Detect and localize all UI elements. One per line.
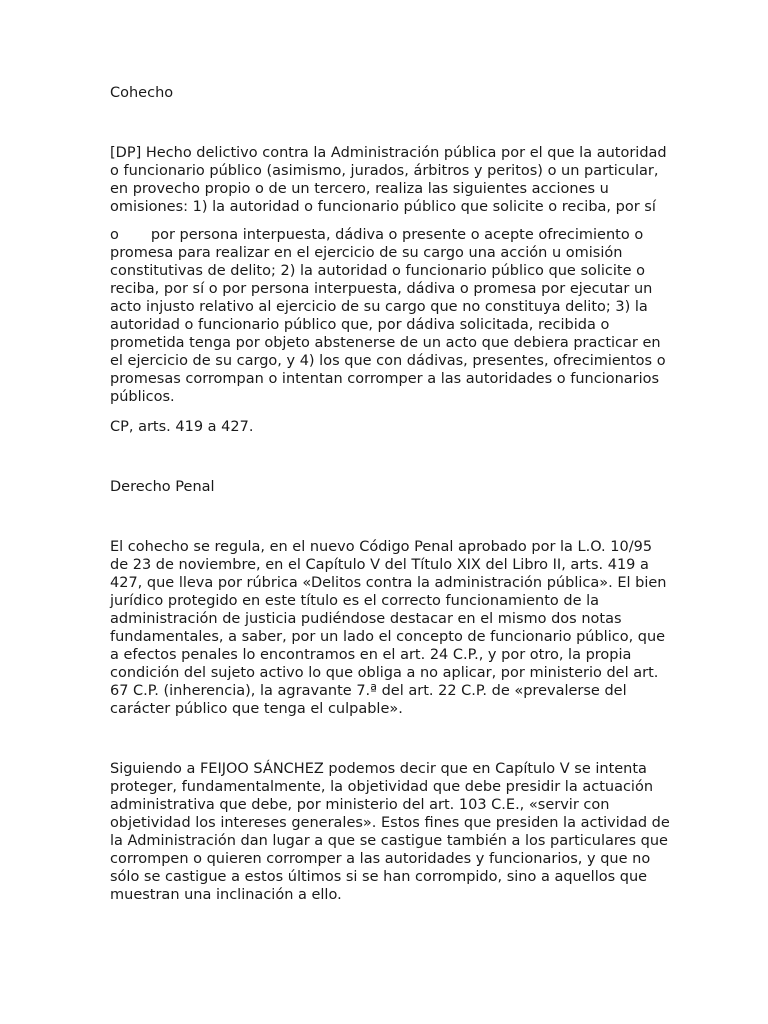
paragraph-line: omisiones: 1) la autoridad o funcionario público que solicite o reciba, por sí — [110, 199, 656, 215]
paragraph-line: promesas corrompan o intentan corromper a las autoridades o funcionarios — [110, 371, 660, 387]
paragraph-line: El cohecho se regula, en el nuevo Código Penal aprobado por la L.O. 10/95 — [110, 539, 653, 555]
legal-reference: CP, arts. 419 a 427. — [110, 419, 254, 435]
paragraph-line: sólo se castigue a estos últimos si se han corrompido, sino a aquellos que — [110, 869, 648, 885]
paragraph-line: fundamentales, a saber, por un lado el concepto de funcionario público, que — [110, 629, 666, 645]
paragraph-line: promesa para realizar en el ejercicio de su cargo una acción u omisión — [110, 245, 623, 261]
paragraph-line: muestran una inclinación a ello. — [110, 887, 342, 903]
paragraph-line: proteger, fundamentalmente, la objetividad que debe presidir la actuación — [110, 779, 654, 795]
definition-continuation-paragraph — [110, 226, 670, 406]
paragraph-line: carácter público que tenga el culpable». — [110, 701, 403, 717]
paragraph-line: a efectos penales lo encontramos en el art. 24 C.P., y por otro, la propia — [110, 647, 632, 663]
paragraph-line: públicos. — [110, 389, 175, 405]
paragraph-line: objetividad los intereses generales». Estos fines que presiden la actividad de — [110, 815, 670, 831]
paragraph-line: en provecho propio o de un tercero, realiza las siguientes acciones u — [110, 181, 609, 197]
paragraph-line: autoridad o funcionario público que, por dádiva solicitada, recibida o — [110, 317, 610, 333]
paragraph-line: reciba, por sí o por persona interpuesta, dádiva o promesa por ejecutar un — [110, 281, 653, 297]
paragraph-line: administrativa que debe, por ministerio del art. 103 C.E., «servir con — [110, 797, 610, 813]
paragraph-line: acto injusto relativo al ejercicio de su cargo que no constituya delito; 3) la — [110, 299, 648, 315]
document-page — [110, 84, 670, 904]
paragraph-line: 67 C.P. (inherencia), la agravante 7.ª del art. 22 C.P. de «prevalerse del — [110, 683, 627, 699]
paragraph-line: [DP] Hecho delictivo contra la Administración pública por el que la autoridad — [110, 145, 667, 161]
paragraph-line: el ejercicio de su cargo, y 4) los que con dádivas, presentes, ofrecimientos o — [110, 353, 666, 369]
doctrine-paragraph — [110, 760, 670, 904]
section-heading: Derecho Penal — [110, 479, 215, 495]
paragraph-line: administración de justicia pudiéndose destacar en el mismo dos notas — [110, 611, 622, 627]
regulation-paragraph — [110, 538, 670, 718]
paragraph-first-rest: por persona interpuesta, dádiva o presente o acepte ofrecimiento o — [150, 227, 644, 243]
paragraph-line: de 23 de noviembre, en el Capítulo V del Título XIX del Libro II, arts. 419 a — [110, 557, 649, 573]
paragraph-line: Siguiendo a FEIJOO SÁNCHEZ podemos decir que en Capítulo V se intenta — [110, 761, 647, 777]
paragraph-first-word: o — [110, 227, 119, 243]
paragraph-line: jurídico protegido en este título es el correcto funcionamiento de la — [110, 593, 600, 609]
paragraph-line: corrompen o quieren corromper a las autoridades y funcionarios, y que no — [110, 851, 651, 867]
document-title: Cohecho — [110, 85, 174, 101]
paragraph-line: condición del sujeto activo lo que obliga a no aplicar, por ministerio del art. — [110, 665, 659, 681]
paragraph-line: o funcionario público (asimismo, jurados, árbitros y peritos) o un particular, — [110, 163, 659, 179]
paragraph-line — [110, 226, 670, 244]
paragraph-line: la Administración dan lugar a que se castigue también a los particulares que — [110, 833, 668, 849]
paragraph-line: 427, que lleva por rúbrica «Delitos contra la administración pública». El bien — [110, 575, 667, 591]
definition-paragraph — [110, 144, 670, 216]
paragraph-line: constitutivas de delito; 2) la autoridad o funcionario público que solicite o — [110, 263, 646, 279]
paragraph-line: prometida tenga por objeto abstenerse de un acto que debiera practicar en — [110, 335, 661, 351]
